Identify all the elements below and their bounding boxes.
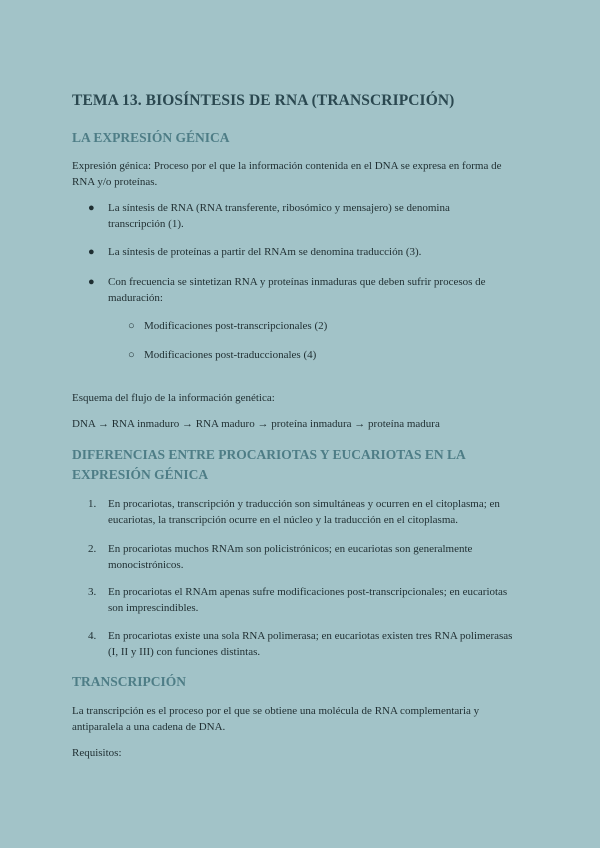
sub-bullet-marker: ○ [128, 320, 135, 332]
transcripcion-paragraph: La transcripción es el proceso por el que se obtiene una molécula de RNA complementaria y antiparalela a una cadena de DNA. [72, 705, 480, 733]
section-heading-transcripcion: TRANSCRIPCIÓN [72, 674, 187, 689]
list-number: 2. [88, 543, 97, 555]
page-title: TEMA 13. BIOSÍNTESIS DE RNA (TRANSCRIPCIÓN) [72, 92, 455, 109]
list-item: En procariotas, transcripción y traducción son simultáneas y ocurren en el citoplasma; en eucariotas, la transcripción ocurre en el núcleo y la traducción en el citoplasma. [108, 498, 500, 526]
list-item: En procariotas muchos RNAm son policistrónicos; en eucariotas son generalmente monocistrónicos. [108, 543, 473, 571]
list-item: La síntesis de RNA (RNA transferente, ribosómico y mensajero) se denomina transcripción (1). [108, 202, 450, 230]
list-number: 1. [88, 498, 97, 510]
section-heading-expresion: LA EXPRESIÓN GÉNICA [72, 130, 230, 145]
sub-bullet-marker: ○ [128, 349, 135, 361]
list-item: Con frecuencia se sintetizan RNA y proteínas inmaduras que deben sufrir procesos de maduración: [108, 276, 486, 304]
requisitos-label: Requisitos: [72, 747, 122, 759]
list-number: 3. [88, 586, 97, 598]
list-item: En procariotas existe una sola RNA polimerasa; en eucariotas existen tres RNA polimerasas (I, II y III) con funciones distintas. [108, 630, 513, 658]
sub-list-item: Modificaciones post-transcripcionales (2) [144, 320, 328, 332]
bullet-marker: ● [88, 202, 95, 214]
sub-list-item: Modificaciones post-traduccionales (4) [144, 349, 317, 361]
list-item: La síntesis de proteínas a partir del RNAm se denomina traducción (3). [108, 246, 422, 258]
flow-line: DNA → RNA inmaduro → RNA maduro → proteína inmadura → proteína madura [72, 418, 440, 430]
list-item: En procariotas el RNAm apenas sufre modificaciones post-transcripcionales; en eucariotas son imprescindibles. [108, 586, 508, 614]
intro-paragraph: Expresión génica: Proceso por el que la información contenida en el DNA se expresa en forma de RNA y/o proteínas. [72, 160, 502, 188]
schema-label: Esquema del flujo de la información genética: [72, 392, 275, 404]
list-number: 4. [88, 630, 97, 642]
bullet-marker: ● [88, 276, 95, 288]
bullet-marker: ● [88, 246, 95, 258]
section-heading-diferencias: DIFERENCIAS ENTRE PROCARIOTAS Y EUCARIOTAS EN LA EXPRESIÓN GÉNICA [72, 447, 466, 482]
